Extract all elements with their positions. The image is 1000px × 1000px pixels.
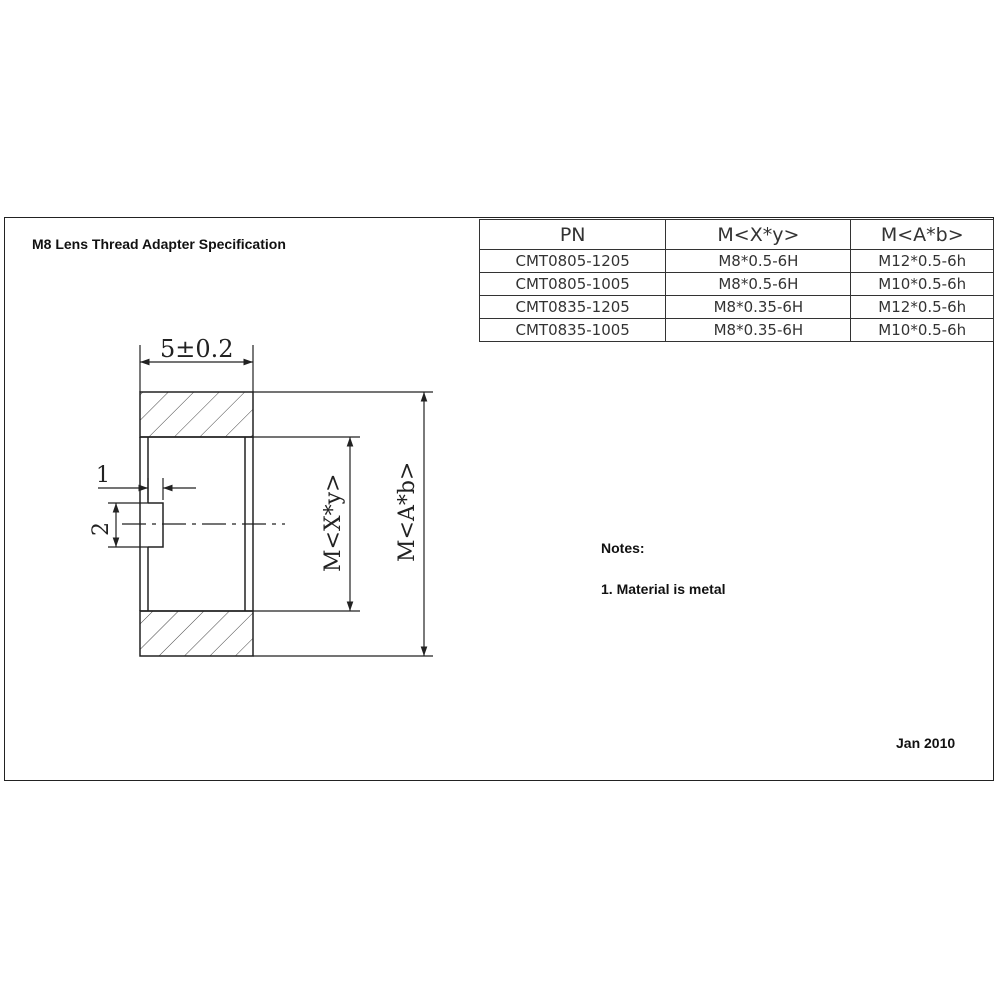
bottom-wall-section [140,611,253,656]
notes-heading: Notes: [601,540,645,556]
cell-inner-thread: M8*0.5-6H [666,273,851,296]
cell-pn: CMT0805-1205 [480,250,666,273]
slot-width-dimension [98,478,196,500]
page-title: M8 Lens Thread Adapter Specification [32,236,286,252]
slot-depth-label: 2 [89,522,114,536]
outer-thread-label: M<A*b> [395,461,420,562]
cell-pn: CMT0835-1005 [480,319,666,342]
width-dimension-label: 5±0.2 [160,335,234,363]
cell-pn: CMT0835-1205 [480,296,666,319]
adapter-body-outline [140,437,253,611]
cell-outer-thread: M12*0.5-6h [851,296,994,319]
cell-outer-thread: M10*0.5-6h [851,319,994,342]
cell-outer-thread: M10*0.5-6h [851,273,994,296]
header-outer-thread: M<A*b> [851,220,994,250]
cell-outer-thread: M12*0.5-6h [851,250,994,273]
slot-width-label: 1 [96,463,110,488]
cell-pn: CMT0805-1005 [480,273,666,296]
slot-depth-dimension [108,503,148,547]
top-wall-section [140,392,253,437]
cell-inner-thread: M8*0.35-6H [666,319,851,342]
note-item: 1. Material is metal [601,581,726,597]
header-inner-thread: M<X*y> [666,220,851,250]
header-pn: PN [480,220,666,250]
inner-thread-label: M<X*y> [321,473,346,572]
cell-inner-thread: M8*0.35-6H [666,296,851,319]
date-label: Jan 2010 [896,735,956,751]
cell-inner-thread: M8*0.5-6H [666,250,851,273]
